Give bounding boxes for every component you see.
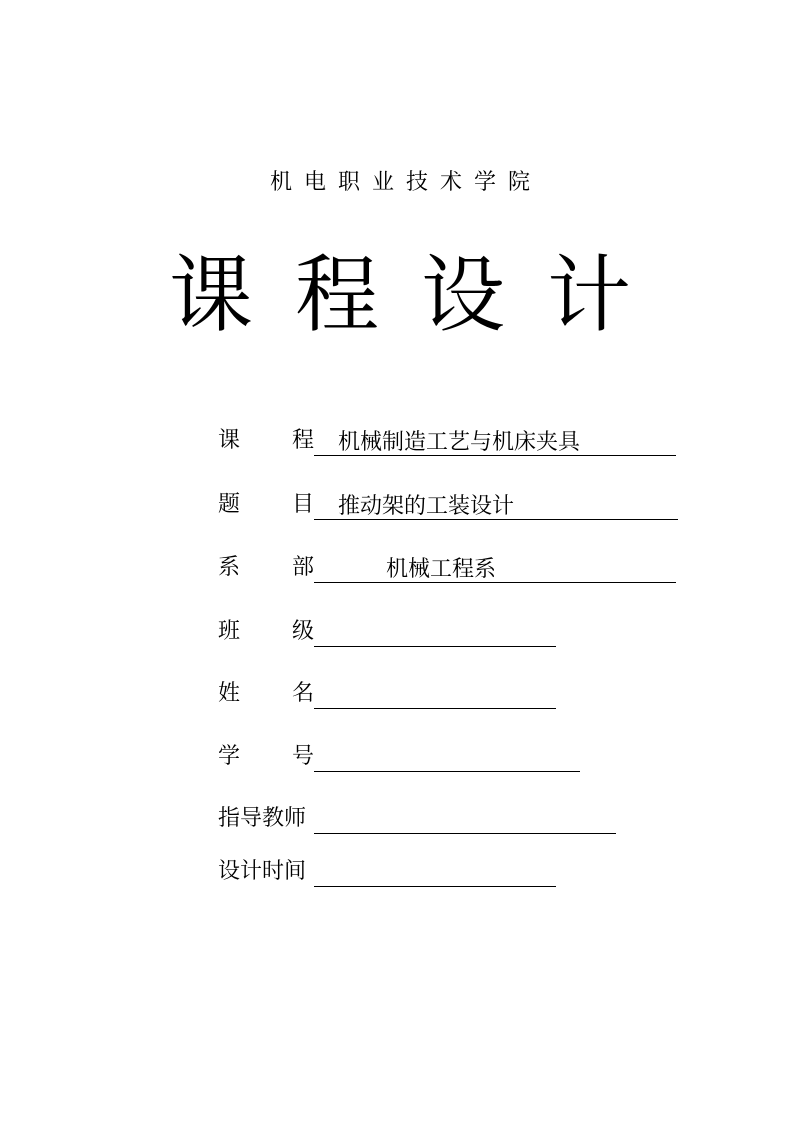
- field-advisor-label: [218, 804, 314, 834]
- field-course-label-char-1: 课: [218, 428, 241, 453]
- field-name: [218, 679, 556, 709]
- field-topic-line: [314, 493, 678, 520]
- field-student-id-line: [314, 745, 580, 772]
- field-course-value: 机械制造工艺与机床夹具: [338, 430, 581, 455]
- field-course-line: [314, 429, 676, 456]
- field-department-label-char-1: 系: [218, 555, 241, 580]
- field-student-id-label-char-1: 学: [218, 744, 241, 769]
- field-department-label: [218, 553, 314, 583]
- document-title: 课程设计: [168, 246, 673, 344]
- field-advisor-label-text: 指导教师: [218, 806, 307, 831]
- field-topic-label-char-2: 目: [291, 492, 314, 517]
- field-design-time-line: [314, 860, 556, 887]
- field-class-label-char-2: 级: [291, 619, 314, 644]
- field-advisor: [218, 804, 616, 834]
- field-student-id-label: [218, 742, 314, 772]
- field-design-time-label-text: 设计时间: [218, 859, 307, 884]
- field-course-label: [218, 426, 314, 456]
- field-department-value: 机械工程系: [386, 557, 497, 582]
- field-design-time-label: [218, 857, 314, 887]
- field-department-label-char-2: 部: [291, 555, 314, 580]
- field-course-label-char-2: 程: [291, 428, 314, 453]
- field-name-label-char-1: 姓: [218, 681, 241, 706]
- field-design-time: [218, 857, 556, 887]
- field-class-line: [314, 620, 556, 647]
- field-class-label-char-1: 班: [218, 619, 241, 644]
- field-course: [218, 426, 676, 456]
- field-department-line: [314, 556, 676, 583]
- field-topic-value: 推动架的工装设计: [338, 494, 515, 519]
- field-advisor-line: [314, 807, 616, 834]
- field-department: [218, 553, 676, 583]
- field-name-label: [218, 679, 314, 709]
- field-class: [218, 617, 556, 647]
- field-class-label: [218, 617, 314, 647]
- field-student-id-label-char-2: 号: [291, 744, 314, 769]
- college-name: 机电职业技术学院: [269, 170, 542, 195]
- field-topic-label-char-1: 题: [218, 492, 241, 517]
- field-topic-label: [218, 490, 314, 520]
- field-name-line: [314, 682, 556, 709]
- field-name-label-char-2: 名: [291, 681, 314, 706]
- field-topic: [218, 490, 678, 520]
- field-student-id: [218, 742, 580, 772]
